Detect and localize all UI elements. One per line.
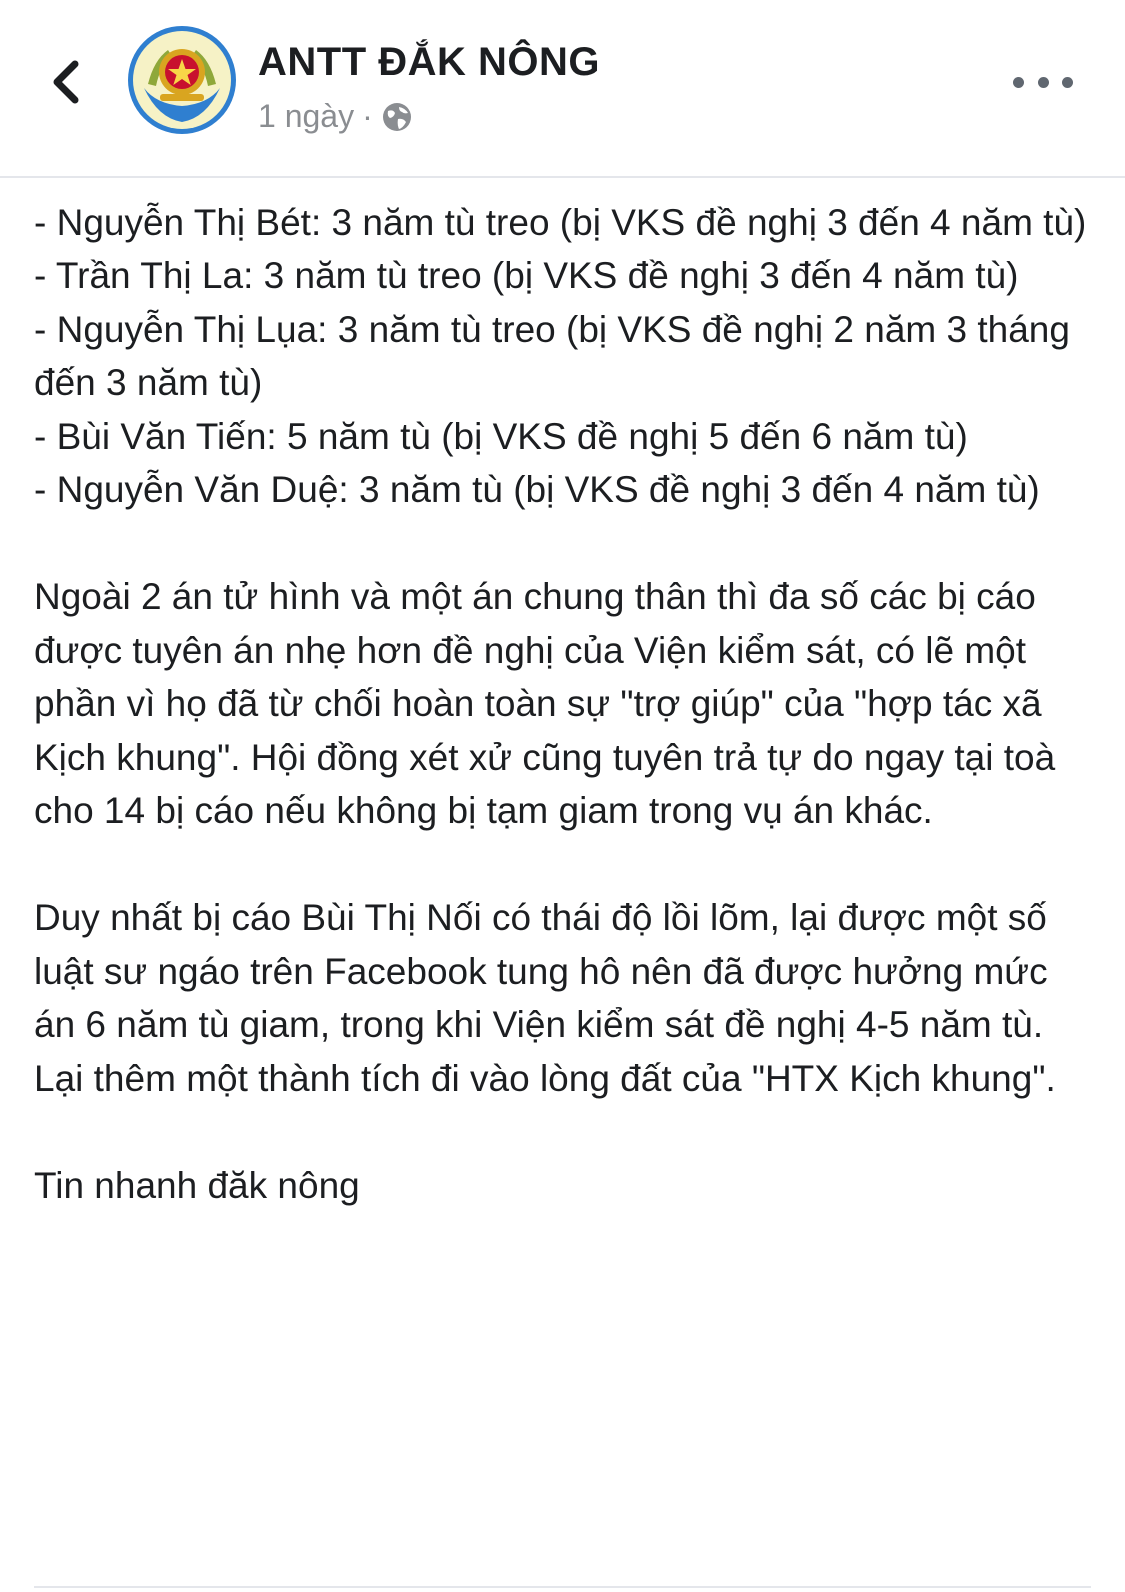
avatar[interactable] [128,26,236,134]
meta-separator: · [362,98,373,134]
back-button[interactable] [38,52,94,112]
post-text [34,142,1094,1212]
paragraph-note: Duy nhất bị cáo Bùi Thị Nối có thái độ lồi lõm, lại được một số luật sư ngáo trên Facebook tung hô nên đã được hưởng mức án 6 năm tù giam, trong khi Viện kiểm sát đề nghị 4-5 năm tù. Lại thêm một thành tích đi vào lòng đất của "HTX Kịch khung". [34,897,1056,1099]
chevron-left-icon [49,58,83,106]
more-horizontal-icon [1013,77,1024,88]
police-emblem-icon [128,26,236,134]
sentence-item: - Bùi Văn Tiến: 5 năm tù (bị VKS đề nghị 5 đến 6 năm tù) [34,415,968,457]
globe-icon[interactable] [381,101,413,133]
post-header [0,0,1125,178]
sentence-item: - Nguyễn Thị Lụa: 3 năm tù treo (bị VKS đề nghị 2 năm 3 tháng đến 3 năm tù) [34,308,1070,403]
more-options-button[interactable] [1013,64,1073,100]
divider [34,1586,1091,1588]
post-signature: Tin nhanh đăk nông [34,1164,360,1206]
sentence-item: - Trần Thị La: 3 năm tù treo (bị VKS đề nghị 3 đến 4 năm tù) [34,255,1019,296]
sentence-item: - Nguyễn Văn Duệ: 3 năm tù (bị VKS đề nghị 3 đến 4 năm tù) [34,469,1040,510]
post-meta [258,98,413,135]
page-name[interactable]: ANTT ĐẮK NÔNG [258,40,601,84]
sentence-item: - Nguyễn Thị Bét: 3 năm tù treo (bị VKS đề nghị 3 đến 4 năm tù) [34,201,1087,243]
paragraph-conclusion: Ngoài 2 án tử hình và một án chung thân thì đa số các bị cáo được tuyên án nhẹ hơn đề nghị của Viện kiểm sát, có lẽ một phần vì họ đã từ chối hoàn toàn sự "trợ giúp" của "hợp tác xã Kịch khung". Hội đồng xét xử cũng tuyên trả tự do ngay tại toà cho 14 bị cáo nếu không bị tạm giam trong vụ án khác. [34,576,1056,831]
post-time[interactable]: 1 ngày [258,98,355,134]
